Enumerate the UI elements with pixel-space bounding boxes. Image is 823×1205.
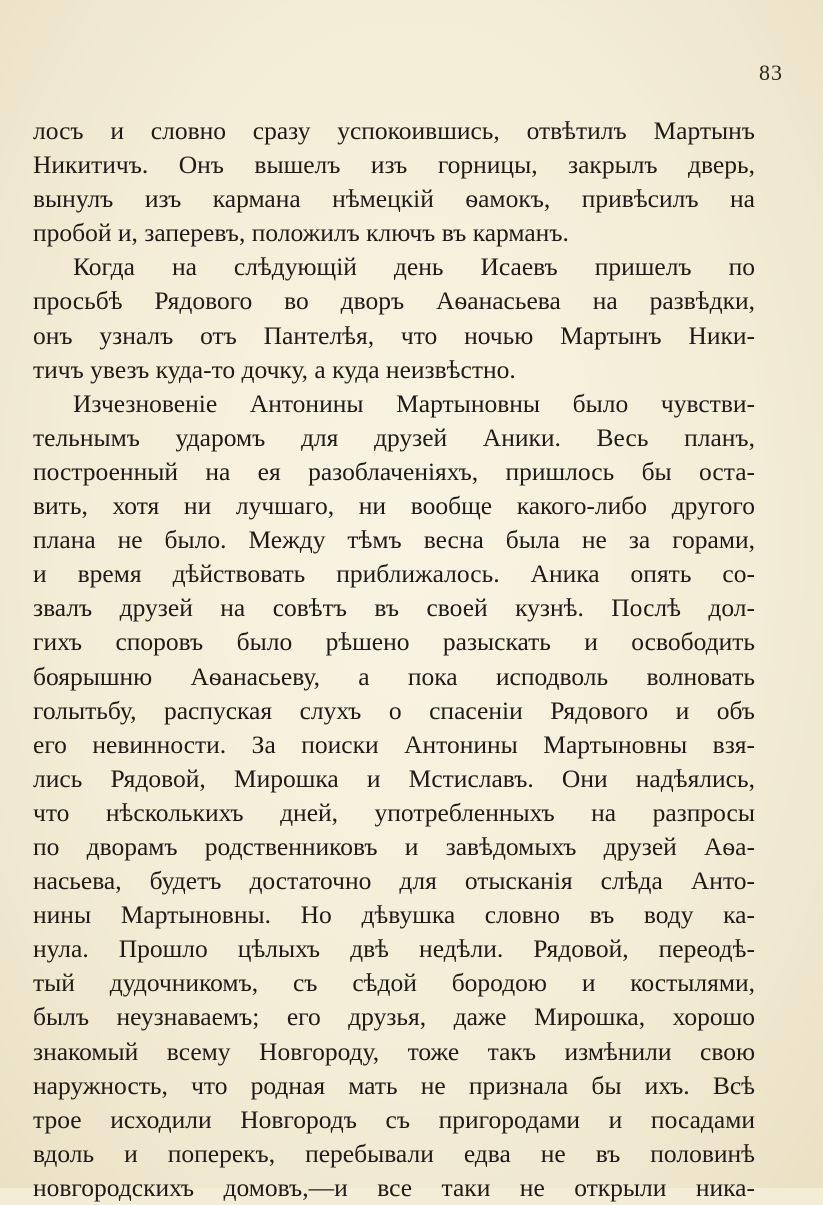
text-line: знакомый всему Новгороду, тоже такъ измѣнили свою bbox=[33, 1036, 755, 1066]
text-line: нула. Прошло цѣлыхъ двѣ недѣли. Рядовой, переодѣ- bbox=[33, 934, 755, 964]
text-line: его невинности. За поиски Антонины Мартыновны взя- bbox=[33, 729, 755, 759]
text-line: онъ узналъ отъ Пантелѣя, что ночью Мартынъ Ники- bbox=[33, 320, 755, 350]
text-line: по дворамъ родственниковъ и завѣдомыхъ друзей Аѳа- bbox=[33, 831, 755, 861]
paragraph-start-line: Когда на слѣдующій день Исаевъ пришелъ по bbox=[73, 252, 755, 282]
text-line: просьбѣ Рядового во дворъ Аѳанасьева на развѣдки, bbox=[33, 286, 755, 316]
text-line: трое исходили Новгородъ съ пригородами и посадами bbox=[33, 1104, 755, 1134]
text-line: лись Рядовой, Мирошка и Мстиславъ. Они надѣялись, bbox=[33, 763, 755, 793]
text-line: наружность, что родная мать не признала бы ихъ. Всѣ bbox=[33, 1070, 755, 1100]
text-line: былъ неузнаваемъ; его друзья, даже Мирошка, хорошо bbox=[33, 1002, 755, 1032]
text-line: тичъ увезъ куда-то дочку, а куда неизвѣстно. bbox=[33, 354, 516, 384]
text-line: вить, хотя ни лучшаго, ни вообще какого-либо другого bbox=[33, 491, 755, 521]
text-line: звалъ друзей на совѣтъ въ своей кузнѣ. Послѣ дол- bbox=[33, 593, 755, 623]
text-line: гихъ споровъ было рѣшено разыскать и освободить bbox=[33, 627, 755, 657]
text-line: новгородскихъ домовъ,—и все таки не открыли ника- bbox=[33, 1172, 755, 1202]
text-line: вдоль и поперекъ, перебывали едва не въ половинѣ bbox=[33, 1138, 755, 1168]
text-line: Никитичъ. Онъ вышелъ изъ горницы, закрылъ дверь, bbox=[33, 150, 755, 180]
text-line: тый дудочникомъ, съ сѣдой бородою и костылями, bbox=[33, 968, 755, 998]
text-line: тельнымъ ударомъ для друзей Аники. Весь планъ, bbox=[33, 422, 755, 452]
paragraph-start-line: Изчезновеніе Антонины Мартыновны было чувстви- bbox=[73, 388, 755, 418]
text-line: построенный на ея разоблаченіяхъ, пришлось бы оста- bbox=[33, 456, 755, 486]
text-line: что нѣсколькихъ дней, употребленныхъ на разпросы bbox=[33, 797, 755, 827]
page-text bbox=[33, 114, 755, 1205]
text-line: пробой и, заперевъ, положилъ ключъ въ карманъ. bbox=[33, 218, 569, 248]
text-line: плана не было. Между тѣмъ весна была не за горами, bbox=[33, 525, 755, 555]
text-line: лосъ и словно сразу успокоившись, отвѣтилъ Мартынъ bbox=[33, 116, 755, 145]
text-line: нины Мартыновны. Но дѣвушка словно въ воду ка- bbox=[33, 900, 755, 930]
text-line: боярышню Аѳанасьеву, а пока исподволь волновать bbox=[33, 661, 755, 691]
text-line: голытьбу, распуская слухъ о спасеніи Рядового и объ bbox=[33, 695, 755, 725]
page-number: 83 bbox=[759, 60, 783, 85]
text-line: вынулъ изъ кармана нѣмецкій ѳамокъ, привѣсилъ на bbox=[33, 184, 755, 214]
text-line: и время дѣйствовать приближалось. Аника опять со- bbox=[33, 559, 755, 589]
text-line: насьева, будетъ достаточно для отысканія слѣда Анто- bbox=[33, 866, 755, 896]
